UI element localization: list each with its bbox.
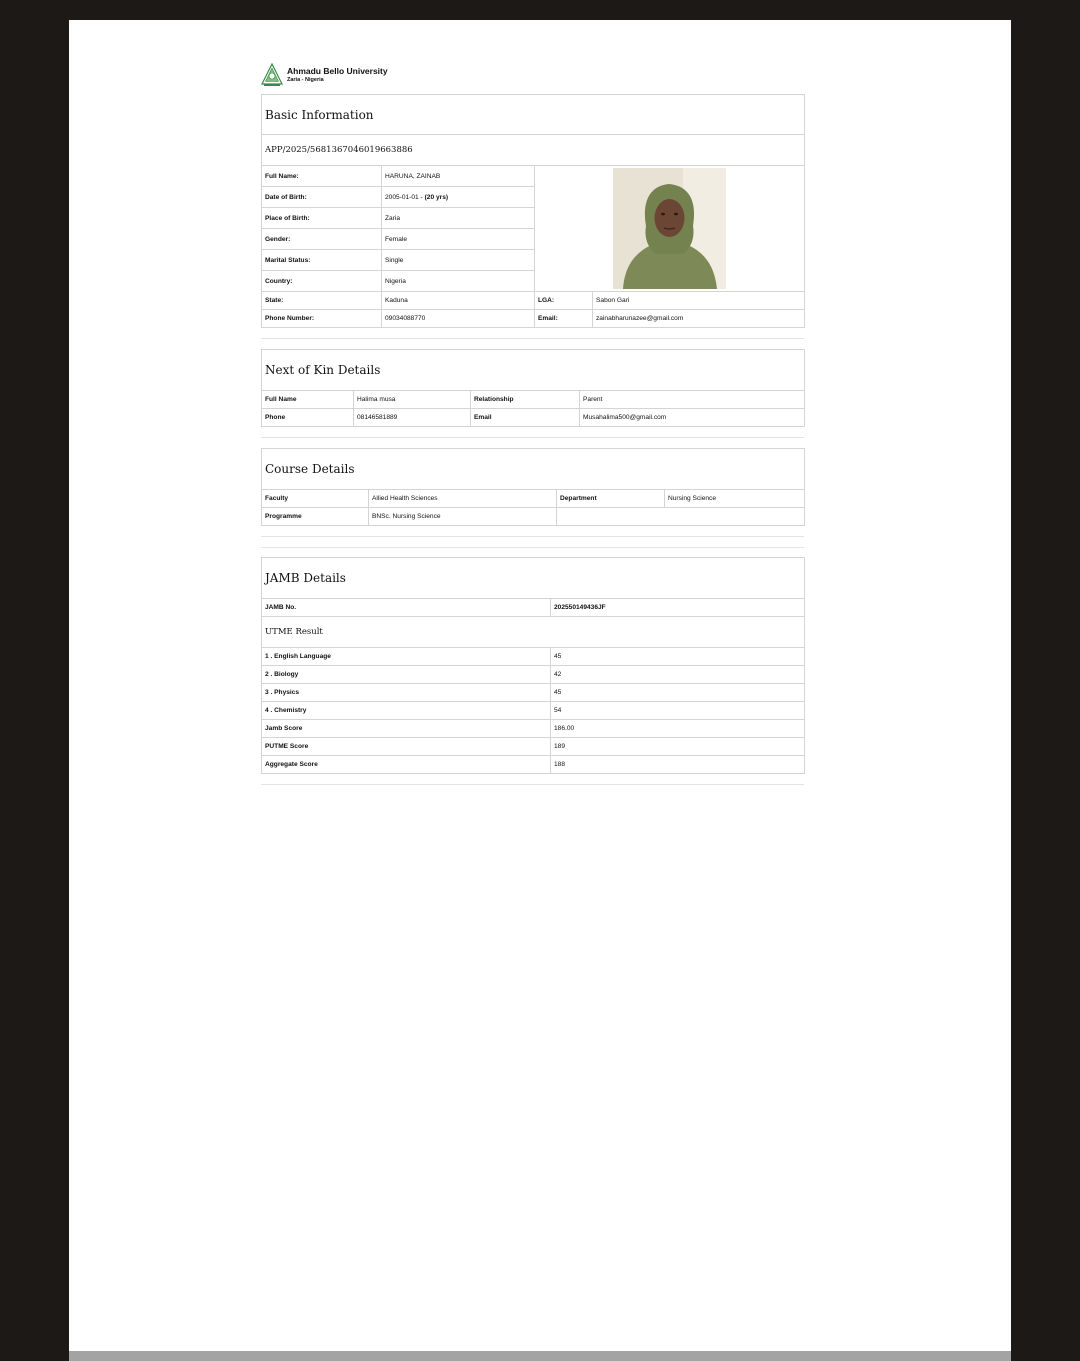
subject-score: 45 — [551, 684, 805, 702]
kin-full-name-label: Full Name — [262, 391, 354, 409]
country-label: Country: — [262, 271, 382, 292]
subject-label: 1 . English Language — [262, 648, 551, 666]
table-row — [262, 720, 805, 738]
putme-score-value: 189 — [551, 738, 805, 756]
place-of-birth-value: Zaria — [382, 208, 535, 229]
email-label: Email: — [535, 310, 593, 328]
admission-form — [261, 60, 804, 785]
subject-score: 45 — [551, 648, 805, 666]
next-of-kin-table — [261, 349, 805, 427]
full-name-label: Full Name: — [262, 166, 382, 187]
lga-value: Sabon Gari — [593, 292, 805, 310]
kin-relationship-label: Relationship — [471, 391, 580, 409]
section-divider — [261, 437, 804, 438]
jamb-number-value: 202550149436JF — [551, 599, 805, 617]
document-header — [261, 60, 804, 90]
age-value: (20 yrs) — [424, 193, 449, 201]
table-row — [262, 756, 805, 774]
table-row — [262, 738, 805, 756]
course-details-table — [261, 448, 805, 526]
section-divider — [261, 536, 804, 537]
subject-score: 42 — [551, 666, 805, 684]
full-name-value: HARUNA, ZAINAB — [382, 166, 535, 187]
date-of-birth-label: Date of Birth: — [262, 187, 382, 208]
subject-label: 4 . Chemistry — [262, 702, 551, 720]
aggregate-score-label: Aggregate Score — [262, 756, 551, 774]
passport-photo — [613, 168, 726, 289]
department-label: Department — [557, 490, 665, 508]
marital-status-value: Single — [382, 250, 535, 271]
date-of-birth-value — [382, 187, 535, 208]
section-divider — [261, 338, 804, 339]
section-title-basic-information: Basic Information — [262, 95, 805, 135]
country-value: Nigeria — [382, 271, 535, 292]
subject-label: 2 . Biology — [262, 666, 551, 684]
section-divider — [261, 547, 804, 548]
putme-score-label: PUTME Score — [262, 738, 551, 756]
passport-photo-cell — [535, 166, 805, 292]
phone-number-label: Phone Number: — [262, 310, 382, 328]
table-row — [262, 648, 805, 666]
section-title-course-details: Course Details — [262, 449, 805, 490]
kin-full-name-value: Halima musa — [354, 391, 471, 409]
email-value: zainabharunazee@gmail.com — [593, 310, 805, 328]
faculty-value: Allied Health Sciences — [369, 490, 557, 508]
table-row — [262, 666, 805, 684]
section-title-jamb-details: JAMB Details — [262, 558, 805, 599]
kin-email-value: Musahalima500@gmail.com — [580, 409, 805, 427]
programme-label: Programme — [262, 508, 369, 526]
gender-value: Female — [382, 229, 535, 250]
university-location: Zaria - Nigeria — [287, 76, 324, 83]
university-name: Ahmadu Bello University — [287, 65, 388, 76]
kin-phone-value: 08146581889 — [354, 409, 471, 427]
state-label: State: — [262, 292, 382, 310]
jamb-score-label: Jamb Score — [262, 720, 551, 738]
application-number: APP/2025/5681367046019663886 — [262, 135, 805, 166]
university-logo-icon — [261, 63, 283, 87]
programme-value: BNSc. Nursing Science — [369, 508, 557, 526]
marital-status-label: Marital Status: — [262, 250, 382, 271]
kin-phone-label: Phone — [262, 409, 354, 427]
date-of-birth-date: 2005-01-01 - — [385, 193, 423, 201]
state-value: Kaduna — [382, 292, 535, 310]
page-scrollbar-edge — [69, 1351, 1011, 1361]
gender-label: Gender: — [262, 229, 382, 250]
utme-result-title: UTME Result — [262, 617, 805, 648]
table-row — [262, 702, 805, 720]
section-divider — [261, 784, 804, 785]
jamb-details-table — [261, 557, 805, 774]
department-value: Nursing Science — [665, 490, 805, 508]
faculty-label: Faculty — [262, 490, 369, 508]
table-row — [262, 684, 805, 702]
place-of-birth-label: Place of Birth: — [262, 208, 382, 229]
jamb-score-value: 186.00 — [551, 720, 805, 738]
phone-number-value: 09034088770 — [382, 310, 535, 328]
empty-cell — [557, 508, 805, 526]
subject-score: 54 — [551, 702, 805, 720]
basic-information-table — [261, 94, 805, 328]
kin-relationship-value: Parent — [580, 391, 805, 409]
aggregate-score-value: 188 — [551, 756, 805, 774]
jamb-number-label: JAMB No. — [262, 599, 551, 617]
kin-email-label: Email — [471, 409, 580, 427]
subject-label: 3 . Physics — [262, 684, 551, 702]
lga-label: LGA: — [535, 292, 593, 310]
section-title-next-of-kin: Next of Kin Details — [262, 350, 805, 391]
